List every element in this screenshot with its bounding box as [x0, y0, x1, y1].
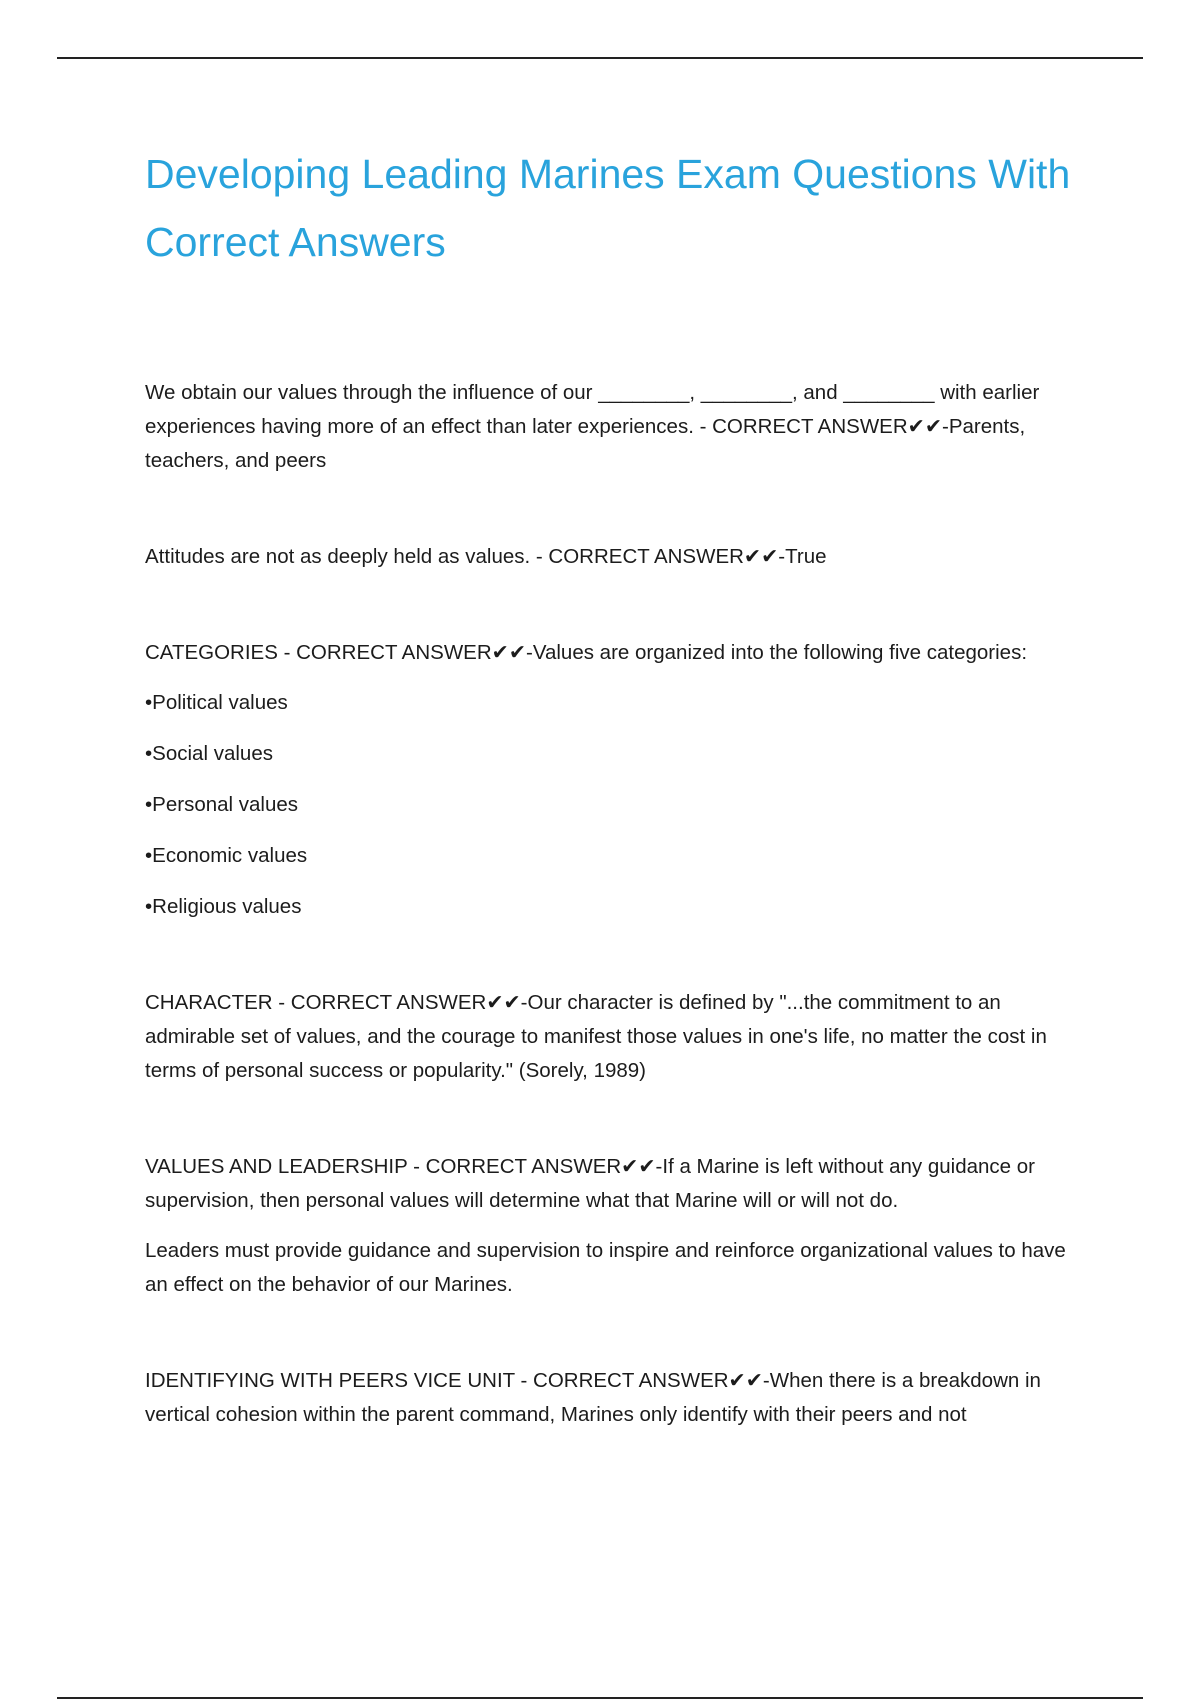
category-list-item: •Personal values [145, 793, 299, 816]
question-prompt: CATEGORIES [145, 641, 278, 664]
question-text [145, 1150, 1080, 1218]
question-list [145, 376, 1080, 1432]
question-item [145, 376, 1080, 478]
question-text [145, 636, 1080, 670]
question-item [145, 636, 1080, 924]
question-text [145, 376, 1080, 478]
question-text [145, 986, 1080, 1088]
question-item [145, 986, 1080, 1088]
question-text [145, 540, 1080, 574]
correct-answer-marker: - CORRECT ANSWER✔✔- [272, 991, 528, 1014]
category-list-item: •Religious values [145, 895, 302, 918]
question-prompt: We obtain our values through the influence of our ________, ________, and ________ with earlier experiences having more of an effect than later experiences. [145, 381, 1040, 438]
document-body [145, 140, 1080, 1494]
answer-text: Our character is defined by "...the commitment to an admirable set of values, and the courage to manifest those values in one's life, no matter the cost in terms of personal success or popularity." (Sorely, 1989) [145, 991, 1047, 1082]
question-prompt: Attitudes are not as deeply held as values. [145, 545, 531, 568]
category-list-item: •Social values [145, 742, 273, 765]
answer-text: Values are organized into the following five categories: [532, 641, 1028, 664]
answer-text: True [785, 545, 827, 568]
question-item [145, 1364, 1080, 1432]
question-prompt: VALUES AND LEADERSHIP [145, 1155, 408, 1178]
question-prompt: CHARACTER [145, 991, 273, 1014]
answer-text: When there is a breakdown in vertical cohesion within the parent command, Marines only identify with their peers and not [145, 1369, 1041, 1426]
category-list [145, 686, 1080, 924]
category-list-item: •Economic values [145, 844, 308, 867]
correct-answer-marker: - CORRECT ANSWER✔✔- [693, 415, 949, 438]
answer-text: If a Marine is left without any guidance or supervision, then personal values will determine what that Marine will or will not do. [145, 1155, 1035, 1212]
correct-answer-marker: - CORRECT ANSWER✔✔- [530, 545, 786, 568]
category-list-item: •Political values [145, 691, 288, 714]
correct-answer-marker: - CORRECT ANSWER✔✔- [407, 1155, 663, 1178]
question-item [145, 1150, 1080, 1302]
question-text [145, 1364, 1080, 1432]
answer-continuation: Leaders must provide guidance and supervision to inspire and reinforce organizational values to have an effect on the behavior of our Marines. [145, 1239, 1066, 1296]
question-item [145, 540, 1080, 574]
answer-text: Parents, teachers, and peers [145, 415, 1026, 472]
correct-answer-marker: - CORRECT ANSWER✔✔- [514, 1369, 770, 1392]
header-rule [57, 57, 1143, 59]
question-prompt: IDENTIFYING WITH PEERS VICE UNIT [145, 1369, 515, 1392]
footer-rule [57, 1697, 1143, 1699]
correct-answer-marker: - CORRECT ANSWER✔✔- [277, 641, 533, 664]
document-title: Developing Leading Marines Exam Questions With Correct Answers [145, 151, 1071, 265]
